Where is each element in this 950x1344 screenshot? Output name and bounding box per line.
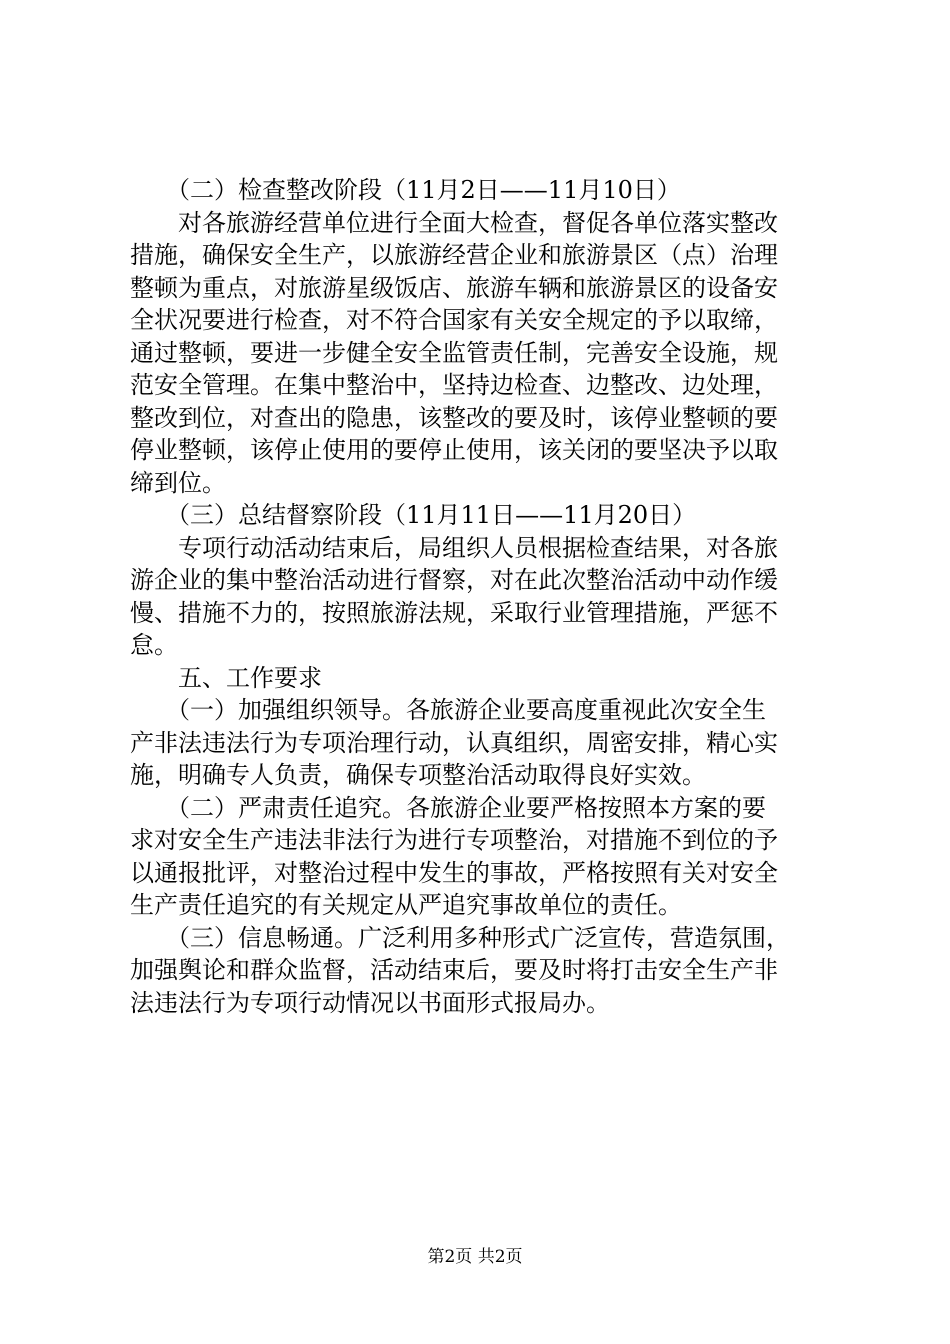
text-line: （二）检查整改阶段（11月2日——11月10日） [130,176,681,204]
text-line: 求对安全生产违法非法行为进行专项整治，对措施不到位的予 [130,826,778,854]
text-line: 怠。 [130,631,178,659]
text-line: 措施，确保安全生产，以旅游经营企业和旅游景区（点）治理 [130,241,778,269]
text-line: 停业整顿，该停止使用的要停止使用，该关闭的要坚决予以取 [130,436,778,464]
text-line: 缔到位。 [130,468,226,497]
text-line: （一）加强组织领导。各旅游企业要高度重视此次安全生 [130,696,766,724]
text-line: 以通报批评，对整治过程中发生的事故，严格按照有关对安全 [130,858,778,887]
text-line: 法违法行为专项行动情况以书面形式报局办。 [130,988,610,1017]
document-body [130,174,830,1019]
text-line: （三）总结督察阶段（11月11日——11月20日） [130,501,697,529]
page-footer: 第2页 共2页 [427,1247,523,1267]
text-line: （三）信息畅通。广泛利用多种形式广泛宣传，营造氛围， [130,923,790,952]
text-line: （二）严肃责任追究。各旅游企业要严格按照本方案的要 [130,793,766,822]
text-line: 整改到位，对查出的隐患，该整改的要及时，该停业整顿的要 [130,403,778,432]
text-line: 加强舆论和群众监督，活动结束后，要及时将打击安全生产非 [130,956,778,984]
text-line: 产非法违法行为专项治理行动，认真组织，周密安排，精心实 [130,728,778,757]
text-line: 整顿为重点，对旅游星级饭店、旅游车辆和旅游景区的设备安 [130,273,778,302]
text-line: 五、工作要求 [130,663,322,692]
text-line: 游企业的集中整治活动进行督察，对在此次整治活动中动作缓 [130,566,778,594]
text-line: 全状况要进行检查，对不符合国家有关安全规定的予以取缔， [130,306,778,334]
text-line: 范安全管理。在集中整治中，坚持边检查、边整改、边处理， [130,371,778,399]
text-line: 通过整顿，要进一步健全安全监管责任制，完善安全设施，规 [130,338,778,367]
text-line: 对各旅游经营单位进行全面大检查，督促各单位落实整改 [130,208,778,237]
text-line: 施，明确专人负责，确保专项整治活动取得良好实效。 [130,761,706,789]
text-line: 慢、措施不力的，按照旅游法规，采取行业管理措施，严惩不 [130,598,778,627]
text-line: 专项行动活动结束后，局组织人员根据检查结果，对各旅 [130,533,778,562]
text-line: 生产责任追究的有关规定从严追究事故单位的责任。 [130,891,682,919]
